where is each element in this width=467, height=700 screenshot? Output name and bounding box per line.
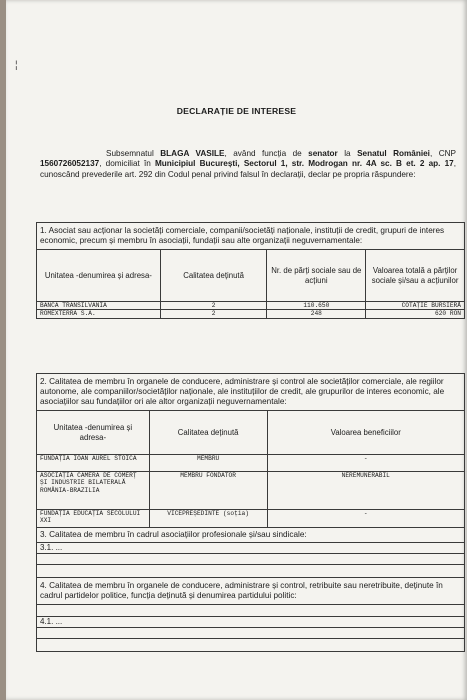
table-row xyxy=(37,310,465,318)
section2-title: 2. Calitatea de membru în organele de conducere, administrare și control ale societăților comerciale, ale regiilor autonome, ale companiilor/societăților naționale, ale instituțiilor de credit, ale grupurilor de interes economic, ale asociațiilor sau fundațiilor ori ale altor organizații neguvernamentale: xyxy=(37,374,465,411)
section1-table xyxy=(36,222,465,319)
table-row xyxy=(37,510,465,528)
document-page xyxy=(6,0,467,700)
table-row xyxy=(37,472,465,510)
cell-quality: 2 xyxy=(160,310,267,318)
intro-text-5: , domiciliat în xyxy=(99,159,155,169)
intro-text-1: Subsemnatul xyxy=(106,149,161,158)
cell-unit: FUNDAȚIA EDUCAȚIA SECOLULUI XXI xyxy=(37,510,150,528)
cell-benefits: - xyxy=(267,510,464,528)
blank-line xyxy=(37,628,465,639)
cell-benefits: NEREMUNERABIL xyxy=(267,472,464,510)
section2-header-quality: Calitatea deținută xyxy=(149,411,267,455)
intro-text-6: , cunoscând prevederile art. 292 din Codul penal privind falsul în declarații, declar pe propria răspundere: xyxy=(40,159,456,179)
intro-paragraph xyxy=(40,149,456,180)
cell-quality: MEMBRU FONDATOR xyxy=(149,472,267,510)
cell-unit: ROMEXTERRA S.A. xyxy=(37,310,161,318)
cell-quality: VICEPREȘEDINTE (soția) xyxy=(149,510,267,528)
section2-header-benefits: Valoarea beneficiilor xyxy=(267,411,464,455)
declarant-function: senator xyxy=(308,149,338,158)
blank-line xyxy=(37,565,465,578)
section4-line: 4.1. ... xyxy=(37,617,465,628)
document-title: DECLARAȚIE DE INTERESE xyxy=(176,106,297,116)
declarant-address: Municipiul București, Sectorul 1, str. Modrogan nr. 4A sc. B et. 2 ap. 17 xyxy=(154,159,454,169)
section2-table xyxy=(36,373,465,652)
table-row xyxy=(37,302,465,310)
intro-text-2: , având funcția de xyxy=(224,149,309,158)
cell-shares: 248 xyxy=(267,310,366,318)
section1-header-quality: Calitatea deținută xyxy=(160,250,267,302)
section4-title: 4. Calitatea de membru în organele de conducere, administrare și control, retribuite sau neretribuite, deținute în cadrul partidelor politice, funcția deținută și denumirea partidului politic: xyxy=(37,578,465,605)
cell-shares: 110.650 xyxy=(267,302,366,310)
section1-header-value: Valoarea totală a părților sociale și/sau a acțiunilor xyxy=(366,250,465,302)
cell-value: COTAȚIE BURSIERĂ xyxy=(366,302,465,310)
section1-title: 1. Asociat sau acționar la societăți comerciale, companii/societăți naționale, instituții de credit, grupuri de interes economic, precum și membru în asociații, fundații sau alte organizații neguvernamentale: xyxy=(37,223,465,250)
section1-header-unit: Unitatea -denumirea și adresa- xyxy=(37,250,161,302)
cell-quality: MEMBRU xyxy=(149,455,267,472)
section3-line: 3.1. ... xyxy=(37,543,465,554)
intro-text-4: , CNP xyxy=(429,149,456,158)
section3-title: 3. Calitatea de membru în cadrul asociațiilor profesionale și/sau sindicale: xyxy=(37,528,465,543)
blank-line xyxy=(37,605,465,617)
declarant-name: BLAGA VASILE xyxy=(160,149,225,158)
cell-value: 620 RON xyxy=(366,310,465,318)
intro-text-3: la xyxy=(337,149,358,158)
section2-header-unit: Unitatea -denumirea și adresa- xyxy=(37,411,150,455)
section1-header-shares: Nr. de părți sociale sau de acțiuni xyxy=(267,250,366,302)
blank-line xyxy=(37,554,465,565)
cell-quality: 2 xyxy=(160,302,267,310)
cell-benefits: - xyxy=(267,455,464,472)
margin-mark: ¦ xyxy=(15,60,18,71)
declarant-institution: Senatul României xyxy=(357,149,430,158)
table-row xyxy=(37,455,465,472)
cell-unit: FUNDAȚIA IOAN AUREL STOICA xyxy=(37,455,150,472)
blank-line xyxy=(37,639,465,652)
declarant-cnp: 1560726052137 xyxy=(40,159,100,169)
cell-unit: BANCA TRANSILVANIA xyxy=(37,302,161,310)
cell-unit: ASOCIAȚIA CAMERA DE COMERȚ ȘI INDUSTRIE BILATERALĂ ROMÂNIA-BRAZILIA xyxy=(37,472,150,510)
